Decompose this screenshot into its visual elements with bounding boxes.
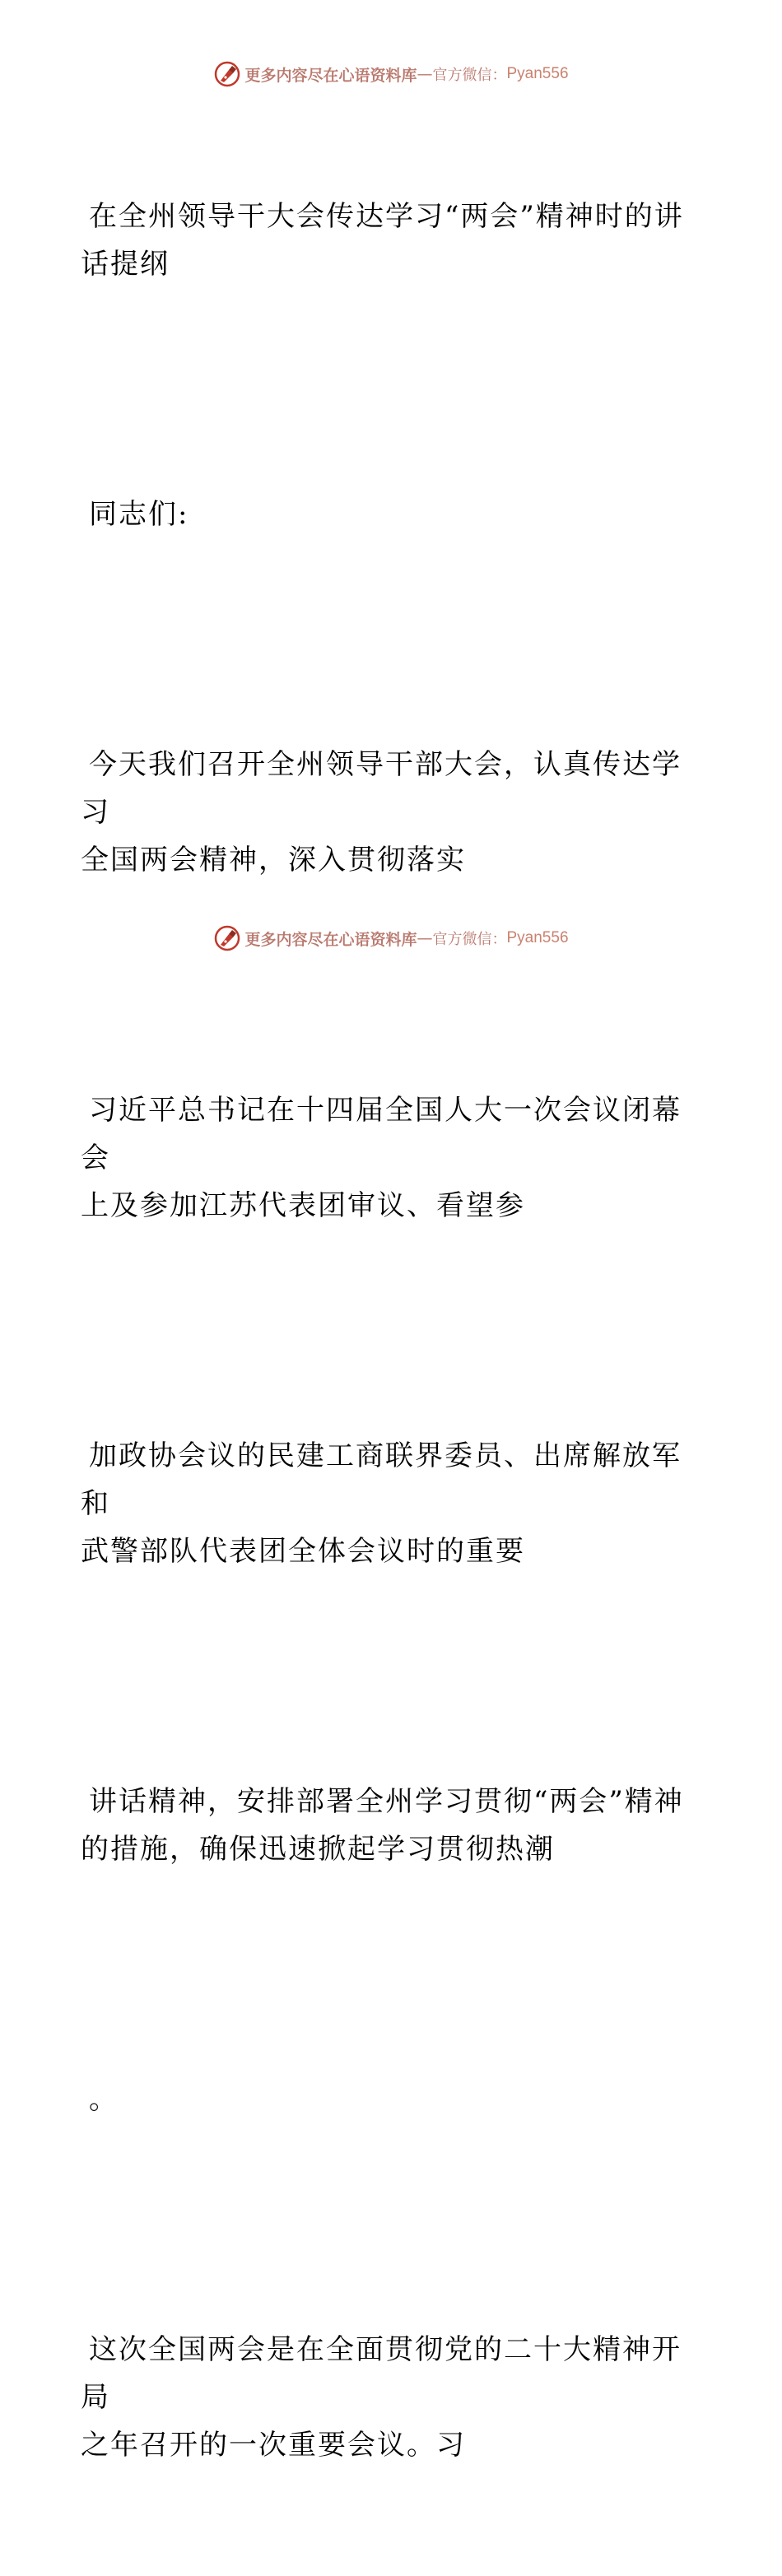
- watermark-sub-text: 官方微信：: [432, 67, 507, 84]
- title-line: 话提纲: [81, 248, 170, 281]
- paragraph: [81, 1682, 690, 1969]
- paragraph-line: 讲话精神，安排部署全州学习贯彻“两会”精神: [89, 1785, 684, 1818]
- paragraph-line: 的措施，确保迅速掀起学习贯彻热潮: [81, 1833, 555, 1866]
- paragraph: [81, 991, 690, 1325]
- paragraph: [81, 1337, 690, 1671]
- paragraph: [81, 2230, 690, 2564]
- watermark-wechat-id: Pyan556: [506, 929, 569, 946]
- paragraph-line: 加政协会议的民建工商联界委员、出席解放军和: [81, 1439, 682, 1520]
- greeting-text: 同志们:: [89, 498, 189, 531]
- paragraph-line: 。: [89, 2083, 119, 2116]
- title-line: 在全州领导干大会传达学习“两会”精神时的讲: [89, 200, 684, 233]
- footer-watermark: [0, 922, 782, 955]
- document-body: [81, 97, 690, 2576]
- paragraph-line: 这次全国两会是在全面贯彻党的二十大精神开局: [81, 2333, 682, 2414]
- watermark-wechat-id: Pyan556: [506, 65, 569, 82]
- watermark-main-text: 更多内容尽在心语资料库: [244, 66, 417, 85]
- pen-nib-logo-icon: [213, 924, 241, 952]
- document-title: [81, 97, 690, 384]
- paragraph-line: 习近平总书记在十四届全国人大一次会议闭幕会: [81, 1094, 682, 1174]
- watermark-main-text: 更多内容尽在心语资料库: [244, 930, 417, 949]
- paragraph-line: 武警部队代表团全体会议时的重要: [81, 1535, 525, 1568]
- pen-nib-logo-icon: [213, 60, 241, 88]
- paragraph-line: 上及参加江苏代表团审议、看望参: [81, 1189, 525, 1222]
- greeting: [81, 395, 690, 634]
- header-watermark: [0, 58, 782, 91]
- paragraph-line: 全国两会精神，深入贯彻落实: [81, 844, 466, 876]
- watermark-dash: —: [417, 65, 433, 83]
- paragraph-line: 今天我们召开全州领导干部大会，认真传达学习: [81, 748, 682, 829]
- watermark-sub-text: 官方微信：: [432, 931, 507, 948]
- watermark-dash: —: [417, 929, 433, 947]
- paragraph: [81, 1980, 690, 2219]
- paragraph-line: 之年召开的一次重要会议。习: [81, 2429, 466, 2462]
